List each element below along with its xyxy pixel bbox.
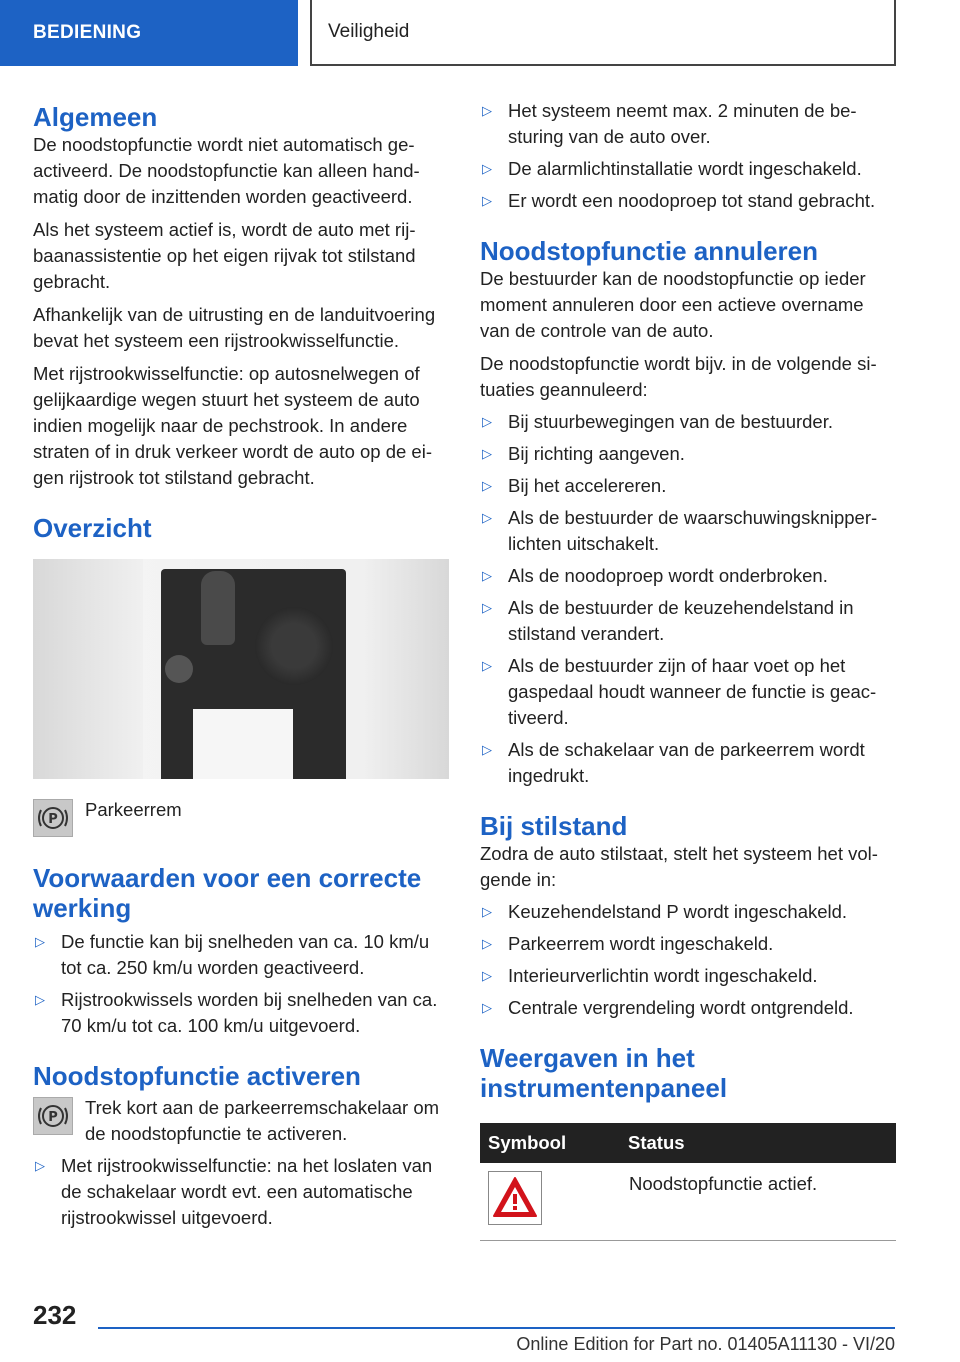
- heading-weergaven: Weergaven in het instrumentenpaneel: [480, 1043, 728, 1103]
- table-row: [480, 1163, 896, 1241]
- list-item: ▷ De alarmlichtinstallatie wordt ingeschakeld.: [480, 156, 896, 182]
- triangle-bullet-icon: ▷: [482, 600, 492, 615]
- list-item: ▷ Als de schakelaar van de parkeerrem wordt ingedrukt.: [482, 739, 865, 786]
- triangle-bullet-icon: ▷: [482, 414, 492, 429]
- triangle-bullet-icon: ▷: [482, 446, 492, 461]
- list-continued: [480, 98, 896, 214]
- start-stop-button: [165, 655, 193, 683]
- triangle-bullet-icon: ▷: [35, 934, 45, 949]
- heading-voorwaarden: Voorwaarden voor een correcte werking: [33, 863, 422, 923]
- list-item: ▷ Bij stuurbewegingen van de bestuurder.: [480, 409, 896, 435]
- list-item: ▷ Als de bestuurder de waarschuwingsknipper-lichten uitschakelt.: [482, 507, 878, 554]
- list-activeren: [33, 1153, 449, 1231]
- list-item: ▷ Rijstrookwissels worden bij snelheden van ca. 70 km/u tot ca. 100 km/u uitgevoerd.: [35, 989, 438, 1036]
- parking-brake-icon: [33, 799, 73, 837]
- list-stilstand: [480, 899, 896, 1021]
- chapter-title: Veiligheid: [310, 0, 896, 66]
- console-photo: [33, 559, 449, 779]
- list-item: ▷ Bij het accelereren.: [480, 473, 896, 499]
- table-header-row: [480, 1123, 896, 1163]
- left-column: [33, 100, 449, 1231]
- heading-annuleren: Noodstopfunctie annuleren: [480, 236, 818, 266]
- triangle-bullet-icon: ▷: [482, 510, 492, 525]
- paragraph: De noodstopfunctie wordt niet automatisch ge-activeerd. De noodstopfunctie kan alleen hand-matig door de inzittenden worden geactiveerd.: [33, 134, 420, 207]
- paragraph: Met rijstrookwisselfunctie: op autosnelwegen of gelijkaardige wegen stuurt het systeem de auto indien mogelijk naar de pechstrook. In andere straten of in druk verkeer wordt de auto op de ei-gen rijstrook tot stilstand gebracht.: [33, 363, 432, 488]
- list-item: ▷ Centrale vergrendeling wordt ontgrendeld.: [480, 995, 896, 1021]
- triangle-bullet-icon: ▷: [482, 1000, 492, 1015]
- status-cell: Noodstopfunctie actief.: [628, 1163, 896, 1241]
- triangle-bullet-icon: ▷: [482, 904, 492, 919]
- list-annuleren: [480, 409, 896, 789]
- activate-text: Trek kort aan de parkeerremschakelaar om de noodstopfunctie te activeren.: [85, 1097, 440, 1144]
- triangle-bullet-icon: ▷: [482, 103, 492, 118]
- svg-text:P: P: [48, 812, 58, 827]
- page-header: [0, 0, 960, 66]
- list-item: ▷ Als de bestuurder de keuzehendelstand in stilstand verandert.: [482, 597, 854, 644]
- footer-edition: Online Edition for Part no. 01405A11130 - VI/20: [516, 1334, 895, 1354]
- column-header-symbol: Symbool: [480, 1123, 628, 1163]
- triangle-bullet-icon: ▷: [482, 968, 492, 983]
- triangle-bullet-icon: ▷: [482, 161, 492, 176]
- triangle-bullet-icon: ▷: [482, 936, 492, 951]
- paragraph: De noodstopfunctie wordt bijv. in de volgende si-tuaties geannuleerd:: [480, 353, 877, 400]
- heading-activeren: Noodstopfunctie activeren: [33, 1061, 361, 1091]
- triangle-bullet-icon: ▷: [482, 478, 492, 493]
- paragraph: Als het systeem actief is, wordt de auto met rij-baanassistentie op het eigen rijvak tot stilstand gebracht.: [33, 219, 416, 292]
- list-item: ▷ Als de bestuurder zijn of haar voet op het gaspedaal houdt wanneer de functie is geac-tiveerd.: [482, 655, 877, 728]
- activate-row: [33, 1095, 449, 1147]
- column-header-status: Status: [628, 1123, 896, 1163]
- controller-knob: [255, 607, 333, 685]
- triangle-bullet-icon: ▷: [482, 658, 492, 673]
- triangle-bullet-icon: ▷: [482, 742, 492, 757]
- caption-parkeerrem: Parkeerrem: [85, 799, 182, 820]
- list-item: ▷ Als de noodoproep wordt onderbroken.: [480, 563, 896, 589]
- symbol-table: [480, 1123, 896, 1241]
- triangle-bullet-icon: ▷: [35, 992, 45, 1007]
- svg-text:P: P: [48, 1110, 58, 1125]
- triangle-bullet-icon: ▷: [482, 568, 492, 583]
- list-item: ▷ Parkeerrem wordt ingeschakeld.: [480, 931, 896, 957]
- heading-overzicht: Overzicht: [33, 513, 152, 543]
- warning-triangle-icon: [488, 1171, 542, 1225]
- triangle-bullet-icon: ▷: [482, 193, 492, 208]
- list-item: ▷ De functie kan bij snelheden van ca. 10 km/u tot ca. 250 km/u worden geactiveerd.: [35, 931, 430, 978]
- heading-stilstand: Bij stilstand: [480, 811, 628, 841]
- right-column: [480, 100, 896, 1241]
- paragraph: Afhankelijk van de uitrusting en de landuitvoering bevat het systeem een rijstrookwisselfunctie.: [33, 304, 436, 351]
- heading-algemeen: Algemeen: [33, 102, 158, 132]
- paragraph: Zodra de auto stilstaat, stelt het systeem het vol-gende in:: [480, 843, 878, 890]
- symbol-cell: [480, 1163, 628, 1241]
- list-item: ▷ Keuzehendelstand P wordt ingeschakeld.: [480, 899, 896, 925]
- page-number: 232: [33, 1300, 77, 1330]
- legend-row: [33, 797, 449, 841]
- list-item: ▷ Met rijstrookwisselfunctie: na het loslaten van de schakelaar wordt evt. een automatische rijstrookwissel uitgevoerd.: [35, 1155, 433, 1228]
- parking-brake-icon: [33, 1097, 73, 1135]
- triangle-bullet-icon: ▷: [35, 1158, 45, 1173]
- footer-divider: [98, 1327, 895, 1329]
- section-tab: BEDIENING: [0, 0, 298, 66]
- list-voorwaarden: [33, 929, 449, 1039]
- list-item: ▷ Het systeem neemt max. 2 minuten de be-sturing van de auto over.: [482, 100, 857, 147]
- paragraph: De bestuurder kan de noodstopfunctie op ieder moment annuleren door een actieve overname van de controle van de auto.: [480, 268, 866, 341]
- gear-lever: [201, 571, 235, 645]
- list-item: ▷ Interieurverlichtin wordt ingeschakeld.: [480, 963, 896, 989]
- list-item: ▷ Er wordt een noodoproep tot stand gebracht.: [480, 188, 896, 214]
- list-item: ▷ Bij richting aangeven.: [480, 441, 896, 467]
